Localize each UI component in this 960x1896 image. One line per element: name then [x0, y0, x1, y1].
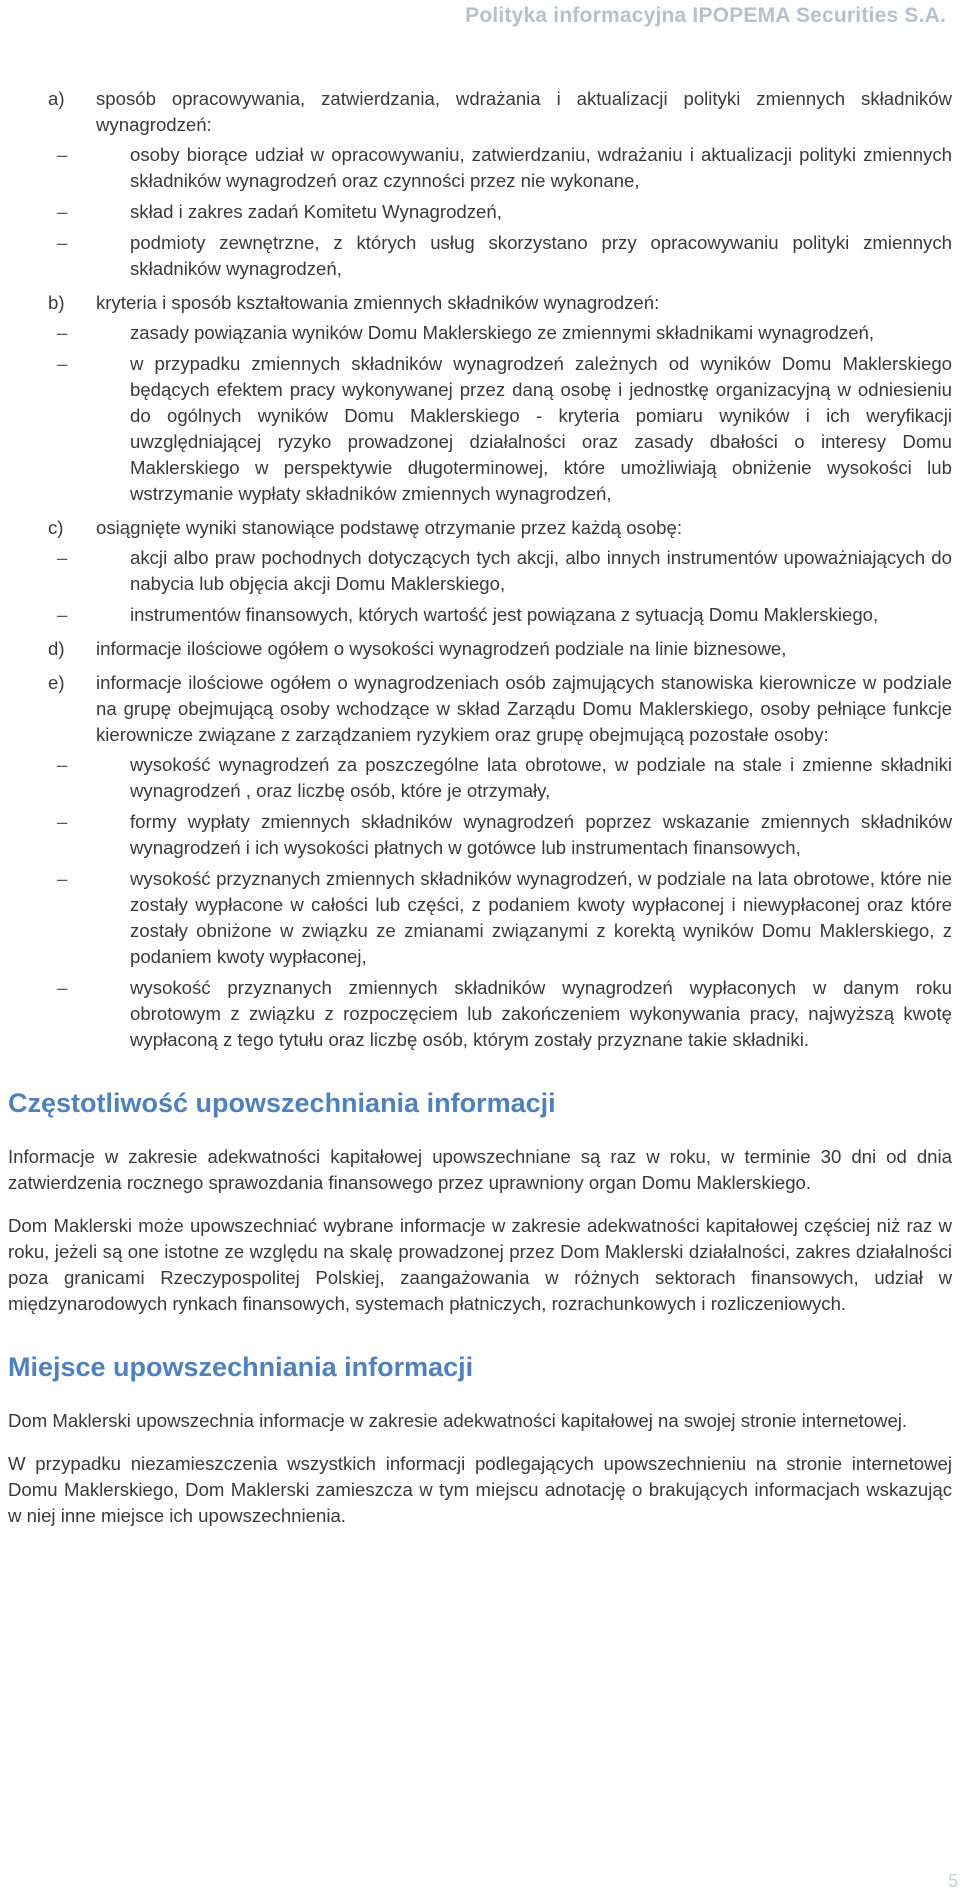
list-item [8, 515, 952, 628]
dash-bullet: – [57, 754, 68, 775]
dash-bullet: – [57, 811, 68, 832]
sub-list-item-text: w przypadku zmiennych składników wynagrodzeń zależnych od wyników Domu Maklerskiego będących efektem pracy wykonywanej przez daną osobę i jednostkę organizacyjną w odniesieniu do ogólnych wyników Domu Maklerskiego - kryteria pomiaru wyników i ich weryfikacji uwzględniającej ryzyko prowadzonej działalności oraz zasady dbałości o interesy Domu Maklerskiego w perspektywie długoterminowej, które umożliwiają obniżenie wysokości lub wstrzymanie wypłaty składników zmiennych wynagrodzeń, [130, 353, 952, 504]
list-item-text: kryteria i sposób kształtowania zmiennych składników wynagrodzeń: [96, 292, 660, 313]
sub-list [57, 142, 952, 282]
sub-list-item-text: podmioty zewnętrzne, z których usług skorzystano przy opracowywaniu polityki zmiennych składników wynagrodzeń, [130, 232, 952, 279]
sub-list-item-text: wysokość przyznanych zmiennych składników wynagrodzeń wypłaconych w danym roku obrotowym z związku z rozpoczęciem lub zakończeniem wykonywania pracy, najwyższą kwotę wypłaconą z tego tytułu oraz liczbę osób, którym zostały przyznane takie składniki. [130, 977, 952, 1050]
sub-list-item-text: instrumentów finansowych, których wartość jest powiązana z sytuacją Domu Maklerskiego, [130, 604, 879, 625]
requirements-list [8, 86, 952, 1053]
section-heading: Miejsce upowszechniania informacji [8, 1352, 474, 1382]
list-item-text: informacje ilościowe ogółem o wysokości wynagrodzeń podziale na linie biznesowe, [96, 638, 787, 659]
dash-bullet: – [57, 977, 68, 998]
list-item-text: osiągnięte wyniki stanowiące podstawę otrzymanie przez każdą osobę: [96, 517, 683, 538]
paragraph: Dom Maklerski upowszechnia informacje w zakresie adekwatności kapitałowej na swojej stronie internetowej. [8, 1410, 908, 1431]
sub-list-item-text: wysokość wynagrodzeń za poszczególne lata obrotowe, w podziale na stale i zmienne składniki wynagrodzeń , oraz liczbę osób, które je otrzymały, [130, 754, 952, 801]
sub-list-item [57, 975, 952, 1053]
list-item-marker: b) [48, 292, 65, 313]
document-body [8, 86, 952, 1546]
sub-list [57, 320, 952, 507]
list-item [8, 636, 952, 662]
dash-bullet: – [57, 353, 68, 374]
sub-list-item-text: akcji albo praw pochodnych dotyczących tych akcji, albo innych instrumentów upoważniających do nabycia lub objęcia akcji Domu Maklerskiego, [130, 547, 952, 594]
list-item-text: informacje ilościowe ogółem o wynagrodzeniach osób zajmujących stanowiska kierownicze w podziale na grupę obejmującą osoby wchodzące w skład Zarządu Domu Maklerskiego, osoby pełniące funkcje kierownicze związane z zarządzaniem ryzykiem oraz grupę obejmującą pozostałe osoby: [96, 672, 952, 745]
dash-bullet: – [57, 201, 68, 222]
sub-list-item-text: zasady powiązania wyników Domu Maklerskiego ze zmiennymi składnikami wynagrodzeń, [130, 322, 875, 343]
dash-bullet: – [57, 232, 68, 253]
sub-list-item [57, 230, 952, 282]
sub-list-item-text: osoby biorące udział w opracowywaniu, zatwierdzaniu, wdrażaniu i aktualizacji polityki zmiennych składników wynagrodzeń oraz czynności przez nie wykonane, [130, 144, 952, 191]
dash-bullet: – [57, 868, 68, 889]
dash-bullet: – [57, 547, 68, 568]
sub-list-item [57, 866, 952, 970]
list-item [8, 86, 952, 282]
paragraph: Informacje w zakresie adekwatności kapitałowej upowszechniane są raz w roku, w terminie 30 dni od dnia zatwierdzenia rocznego sprawozdania finansowego przez uprawniony organ Domu Maklerskiego. [8, 1146, 952, 1193]
sub-list-item [57, 199, 952, 225]
list-item-marker: c) [48, 517, 64, 538]
sub-list-item-text: formy wypłaty zmiennych składników wynagrodzeń poprzez wskazanie zmiennych składników wynagrodzeń i ich wysokości płatnych w gotówce lub instrumentach finansowych, [130, 811, 952, 858]
dash-bullet: – [57, 604, 68, 625]
sub-list [57, 752, 952, 1053]
sub-list [57, 545, 952, 628]
sub-list-item [57, 142, 952, 194]
dash-bullet: – [57, 322, 68, 343]
sub-list-item-text: wysokość przyznanych zmiennych składników wynagrodzeń, w podziale na lata obrotowe, które nie zostały wypłacone w całości lub części, z podaniem kwoty wypłaconej i niewypłaconej oraz które zostały obniżone w związku ze zmianami związanymi z korektą wyników Domu Maklerskiego, z podaniem kwoty wypłaconej, [130, 868, 952, 967]
paragraph: Dom Maklerski może upowszechniać wybrane informacje w zakresie adekwatności kapitałowej częściej niż raz w roku, jeżeli są one istotne ze względu na skalę prowadzonej przez Dom Maklerski działalności, zakres działalności poza granicami Rzeczypospolitej Polskiej, zaangażowania w różnych sektorach finansowych, udział w międzynarodowych rynkach finansowych, systemach płatniczych, rozrachunkowych i rozliczeniowych. [8, 1215, 952, 1314]
list-item-marker: e) [48, 672, 65, 693]
sub-list-item [57, 809, 952, 861]
list-item [8, 670, 952, 1053]
page-number: 5 [947, 1871, 958, 1891]
list-item [8, 290, 952, 507]
list-item-text: sposób opracowywania, zatwierdzania, wdrażania i aktualizacji polityki zmiennych składników wynagrodzeń: [96, 88, 952, 135]
section-heading: Częstotliwość upowszechniania informacji [8, 1088, 556, 1118]
sub-list-item [57, 752, 952, 804]
sections-container [8, 1086, 952, 1529]
sub-list-item [57, 320, 952, 346]
document-header: Polityka informacyjna IPOPEMA Securities S.A. [465, 4, 946, 27]
paragraph: W przypadku niezamieszczenia wszystkich informacji podlegających upowszechnieniu na stronie internetowej Domu Maklerskiego, Dom Maklerski zamieszcza w tym miejscu adnotację o brakujących informacjach wskazując w niej inne miejsce ich upowszechnienia. [8, 1453, 952, 1526]
dash-bullet: – [57, 144, 68, 165]
sub-list-item-text: skład i zakres zadań Komitetu Wynagrodzeń, [130, 201, 502, 222]
sub-list-item [57, 351, 952, 507]
list-item-marker: a) [48, 88, 65, 109]
list-item-marker: d) [48, 638, 65, 659]
sub-list-item [57, 602, 952, 628]
sub-list-item [57, 545, 952, 597]
